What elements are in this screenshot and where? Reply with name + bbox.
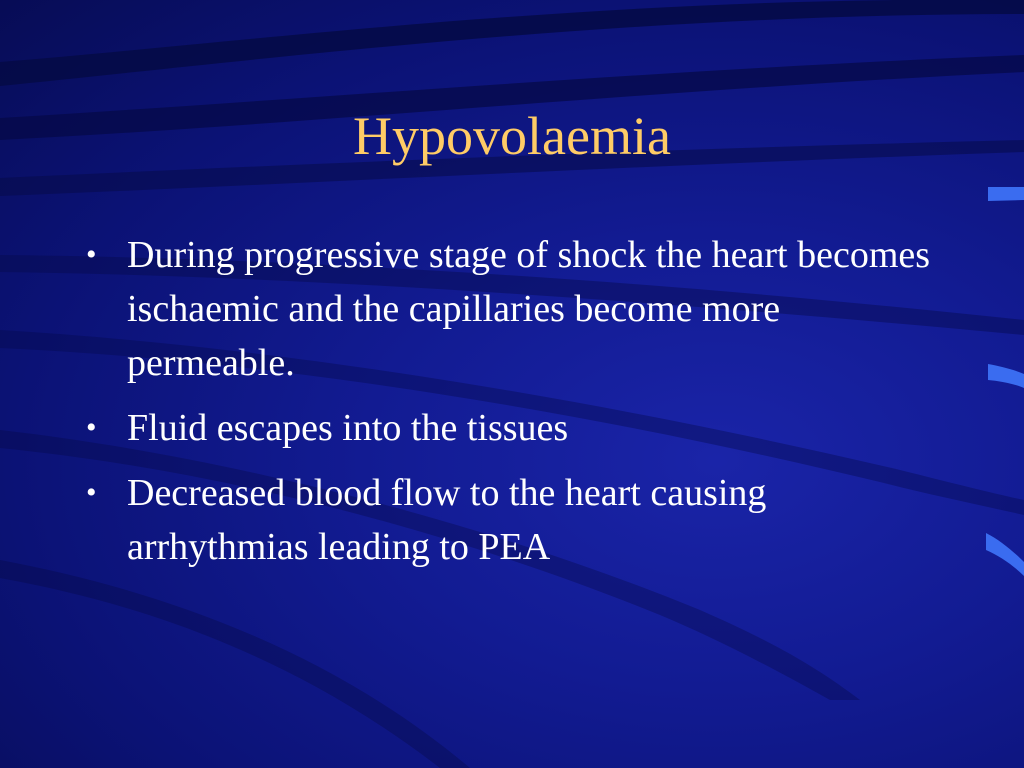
background-band [0,560,470,768]
bullet-item [80,466,950,574]
bullet-marker: • [86,238,97,271]
bullet-item [80,228,950,390]
bullet-marker: • [86,476,97,509]
accent-stripe [988,364,1024,388]
bullet-marker: • [86,411,97,444]
slide-title: Hypovolaemia [353,106,671,166]
bullet-text: Fluid escapes into the tissues [127,407,569,449]
bullet-text: During progressive stage of shock the heart becomes ischaemic and the capillaries become more permeable. [127,234,931,384]
bullet-list [80,228,950,585]
accent-stripe [986,533,1024,576]
accent-stripe [988,187,1024,201]
bullet-text: Decreased blood flow to the heart causing arrhythmias leading to PEA [127,472,767,568]
bullet-item [80,401,950,455]
